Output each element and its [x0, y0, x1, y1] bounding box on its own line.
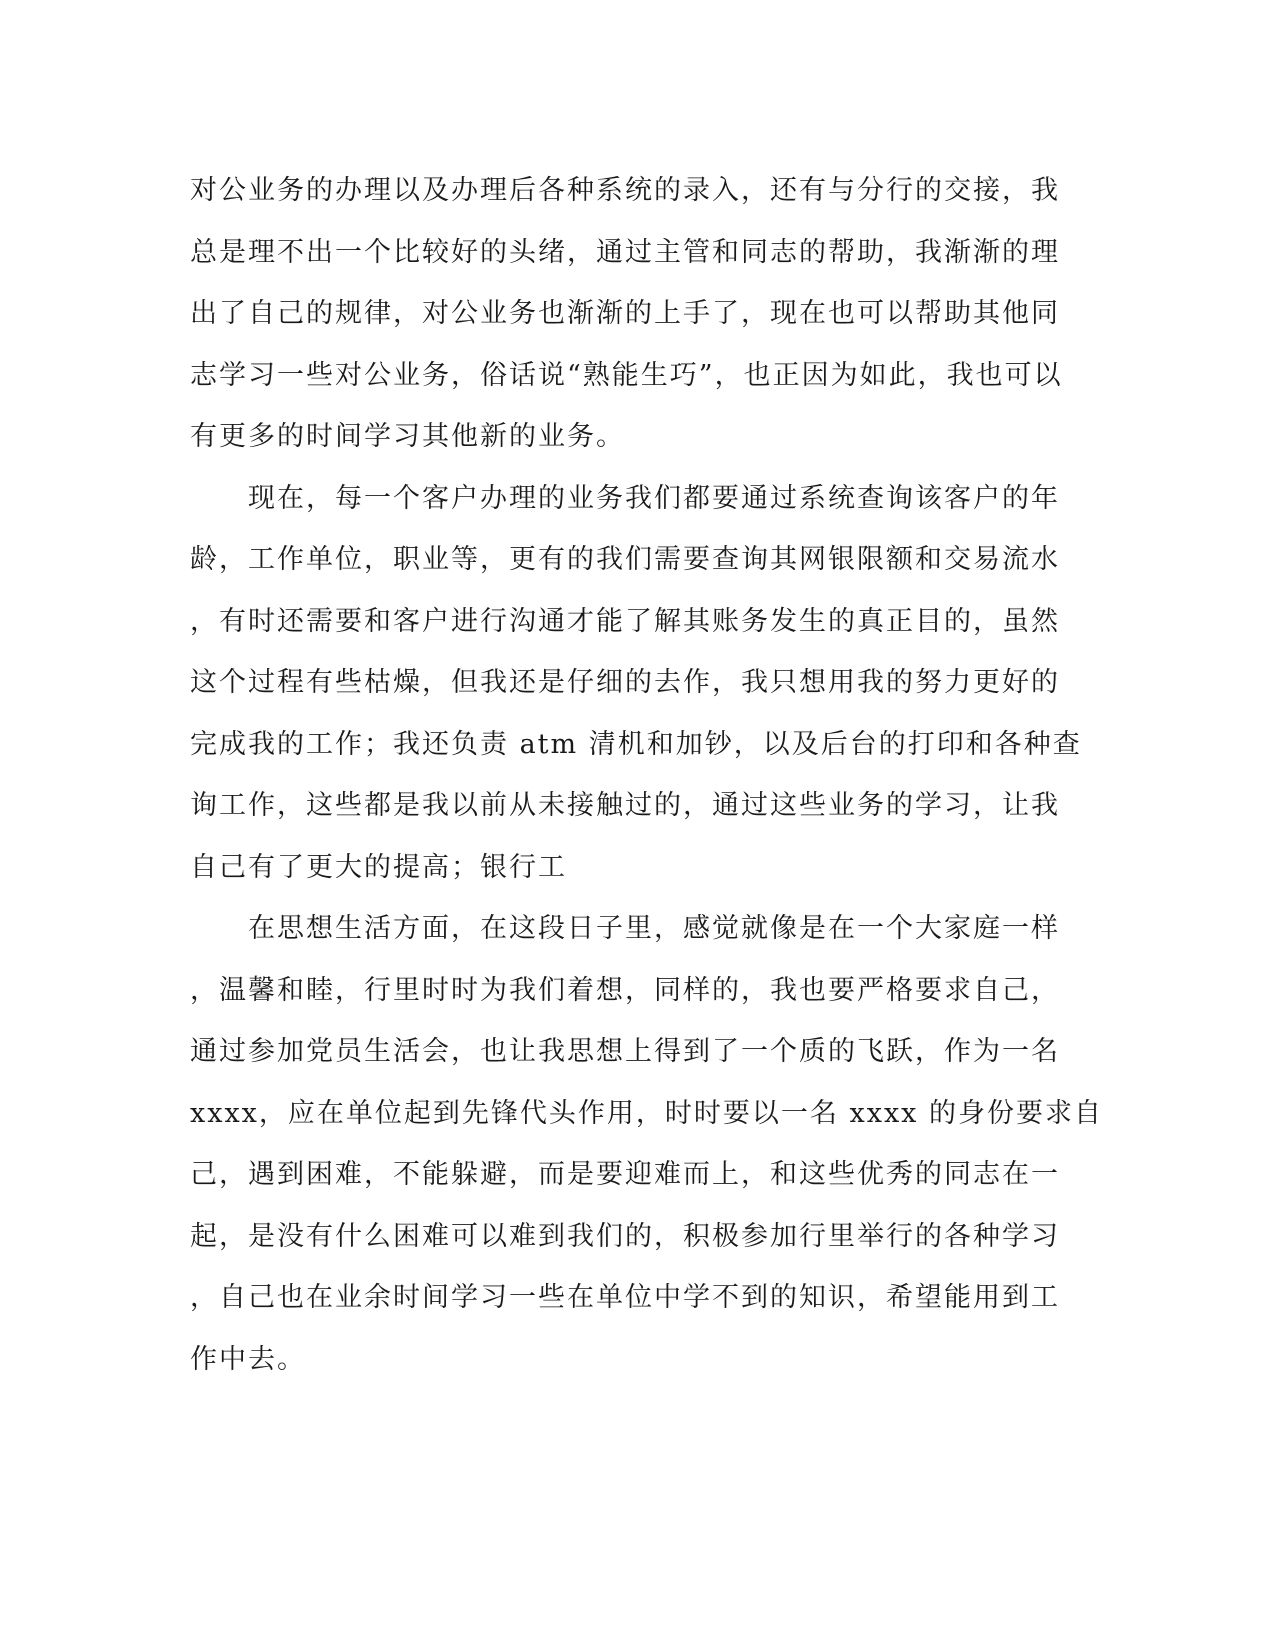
text-line: 出了自己的规律，对公业务也渐渐的上手了，现在也可以帮助其他同 [190, 298, 1060, 329]
text-line: 现在，每一个客户办理的业务我们都要通过系统查询该客户的年 [190, 482, 1060, 514]
text-line: 作中去。 [190, 1343, 306, 1375]
text-line: 完成我的工作；我还负责 atm 清机和加钞，以及后台的打印和各种查 [190, 728, 1082, 760]
text-line: 己，遇到困难，不能躲避，而是要迎难而上，和这些优秀的同志在一 [190, 1159, 1060, 1190]
text-line: 志学习一些对公业务，俗话说“熟能生巧”，也正因为如此，我也可以 [190, 359, 1063, 391]
text-line: ，自己也在业余时间学习一些在单位中学不到的知识，希望能用到工 [190, 1282, 1060, 1313]
text-line: 总是理不出一个比较好的头绪，通过主管和同志的帮助，我渐渐的理 [190, 236, 1060, 268]
text-line: 在思想生活方面，在这段日子里，感觉就像是在一个大家庭一样 [190, 913, 1060, 944]
text-line: 龄，工作单位，职业等，更有的我们需要查询其网银限额和交易流水 [190, 544, 1060, 575]
text-line: xxxx，应在单位起到先锋代头作用，时时要以一名 xxxx 的身份要求自 [190, 1097, 1103, 1129]
text-line: 这个过程有些枯燥，但我还是仔细的去作，我只想用我的努力更好的 [190, 667, 1060, 698]
text-line: 有更多的时间学习其他新的业务。 [190, 421, 625, 452]
text-line: 对公业务的办理以及办理后各种系统的录入，还有与分行的交接，我 [190, 175, 1060, 206]
text-line: ，有时还需要和客户进行沟通才能了解其账务发生的真正目的，虽然 [190, 605, 1060, 637]
text-line: 询工作，这些都是我以前从未接触过的，通过这些业务的学习，让我 [190, 790, 1060, 821]
text-line: 自己有了更大的提高；银行工 [190, 851, 567, 883]
text-line: 起，是没有什么困难可以难到我们的，积极参加行里举行的各种学习 [190, 1220, 1060, 1252]
body-text [190, 160, 1103, 1390]
text-line: 通过参加党员生活会，也让我思想上得到了一个质的飞跃，作为一名 [190, 1036, 1060, 1067]
text-line: ，温馨和睦，行里时时为我们着想，同样的，我也要严格要求自己， [190, 974, 1060, 1006]
